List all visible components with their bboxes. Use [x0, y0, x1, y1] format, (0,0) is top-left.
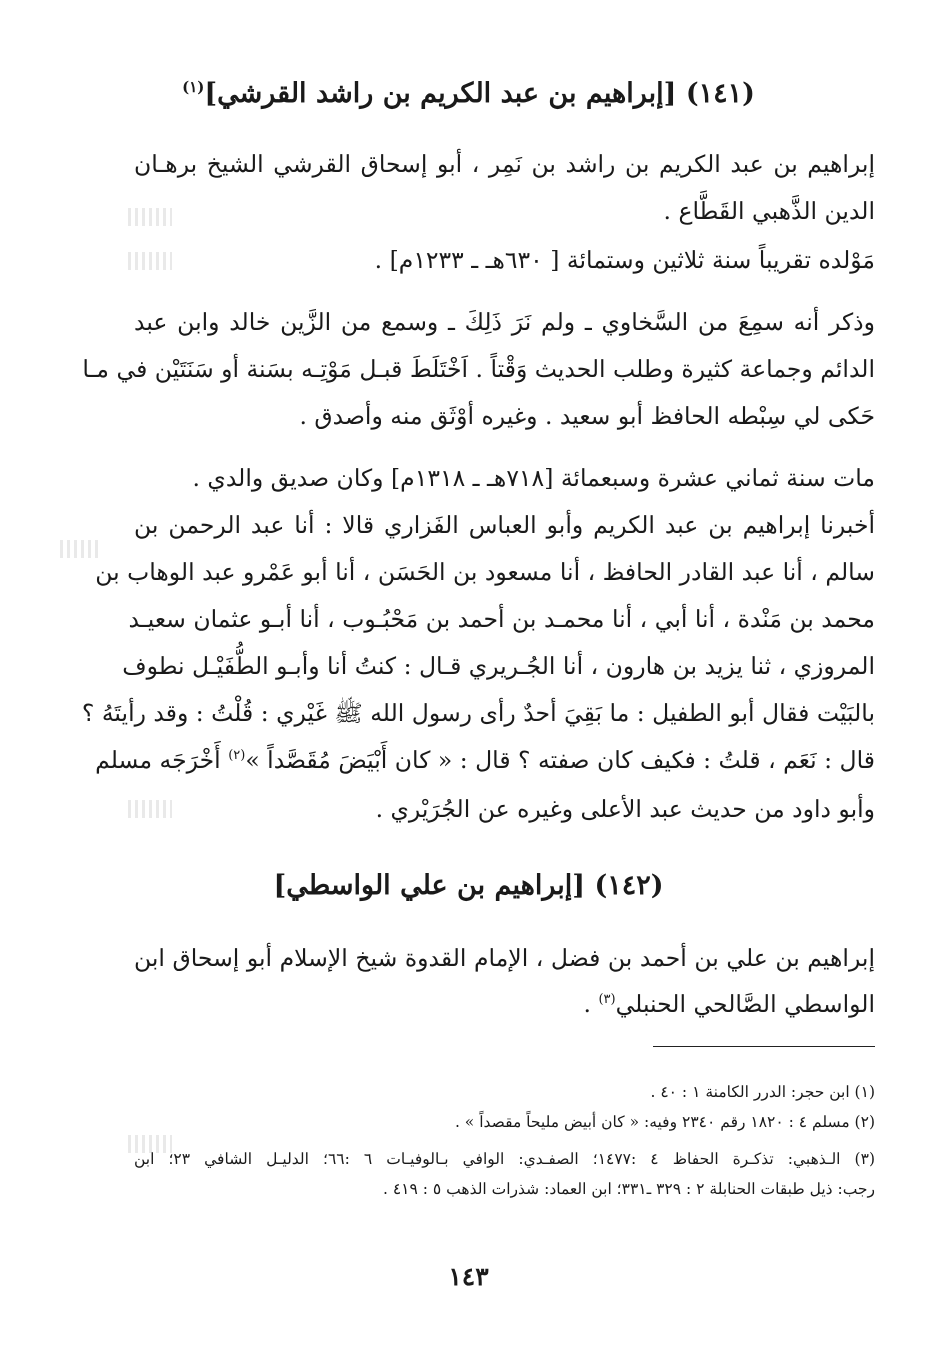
show-through-mark — [128, 252, 172, 270]
footnote-ref-3: (٣) — [598, 992, 616, 1008]
entry-142-heading-text: (١٤٢) [إبراهيم بن علي الواسطي] — [273, 870, 664, 901]
footnote-separator — [653, 1046, 875, 1047]
footnote: (١) ابن حجر: الدرر الكامنة ١ : ٤٠ . — [650, 1083, 875, 1101]
show-through-mark — [128, 1135, 172, 1153]
text-line — [134, 990, 875, 1018]
text-line: إبراهيم بن عبد الكريم بن راشد بن نَمِر ، أبو إسحاق القرشي الشيخ برهـان — [134, 150, 875, 178]
text-line: الدين الذَّهبي القَطَّاع . — [663, 197, 875, 225]
footnote-ref-1: (١) — [182, 78, 205, 96]
footnote-ref-2: (٢) — [228, 748, 246, 764]
text-span: قال : نَعَم ، قلتُ : فكيف كان صفته ؟ قال : « كان أَبْيَضَ مُقَصَّداً » — [245, 746, 875, 774]
text-line: وأبو داود من حديث عبد الأعلى وغيره عن الجُرَيْري . — [375, 795, 875, 823]
show-through-mark — [128, 208, 172, 226]
footnote: (٢) مسلم ٤ : ١٨٢٠ رقم ٢٣٤٠ وفيه: « كان أبيض مليحاً مقصداً » . — [454, 1113, 875, 1131]
text-line: مات سنة ثماني عشرة وسبعمائة [٧١٨هـ ـ ١٣١٨م] وكان صديق والدي . — [192, 464, 875, 492]
text-line: مَوْلده تقريباً سنة ثلاثين وستمائة [ ٦٣٠هـ ـ ١٢٣٣م] . — [374, 246, 875, 274]
text-line: الدائم وجماعة كثيرة وطلب الحديث وَقْتاً . اَخْتَلَطَ قبـل مَوْتِـه بسَنة أو سَنَتَيْن في مـا — [82, 355, 875, 383]
show-through-mark — [60, 540, 100, 558]
entry-141-heading — [130, 78, 807, 109]
show-through-mark — [128, 800, 172, 818]
text-line: وذكر أنه سمِعَ من السَّخاوي ـ ولم نَرَ ذَلِكَ ـ وسمع من الزَّين خالد وابن عبد — [134, 308, 875, 336]
text-line: إبراهيم بن علي بن أحمد بن فضل ، الإمام القدوة شيخ الإسلام أبو إسحاق ابن — [134, 944, 875, 972]
text-line: بالبَيْت فقال أبو الطفيل : ما بَقِيَ أحدٌ رأى رسول الله ﷺ غَيْري : قُلْتُ : وقد رأيتَهُ ؟ — [81, 699, 875, 727]
text-line: محمد بن مَنْدة ، أنا أبي ، أنا محمـد بن أحمد بن مَحْبُـوب ، أنا أبـو عثمان سعيـد — [128, 605, 875, 633]
page-number: ١٤٣ — [448, 1262, 489, 1291]
text-line: المروزي ، ثنا يزيد بن هارون ، أنا الجُـريري قـال : كنتُ أنا وأبـو الطُّفَيْـل نطوف — [122, 652, 875, 680]
text-span: . — [583, 990, 591, 1018]
footnote: (٣) الـذهبي: تذكـرة الحفاظ ٤ :١٤٧٧؛ الصفـدي: الوافي بـالوفيـات ٦ :٦٦؛ الدليـل الشافي ٢٣؛ ابن — [134, 1150, 875, 1168]
text-span: أَخْرَجَه مسلم — [95, 746, 221, 774]
text-line — [95, 746, 875, 774]
entry-142-heading — [130, 870, 807, 901]
text-line: سالم ، أنا عبد القادر الحافظ ، أنا مسعود بن الحَسَن ، أنا أبو عَمْرو عبد الوهاب بن — [95, 558, 875, 586]
entry-141-heading-text: (١٤١) [إبراهيم بن عبد الكريم بن راشد القرشي] — [204, 78, 755, 109]
text-line: حَكى لي سِبْطه الحافظ أبو سعيد . وغيره أوْثَق منه وأصدق . — [299, 402, 875, 430]
text-span: الواسطي الصَّالحي الحنبلي — [615, 990, 875, 1018]
text-line: أخبرنا إبراهيم بن عبد الكريم وأبو العباس الفَزاري قالا : أنا عبد الرحمن بن — [134, 511, 875, 539]
footnote: رجب: ذيل طبقات الحنابلة ٢ : ٣٢٩ ـ٣٣١؛ ابن العماد: شذرات الذهب ٥ : ٤١٩ . — [383, 1180, 875, 1198]
